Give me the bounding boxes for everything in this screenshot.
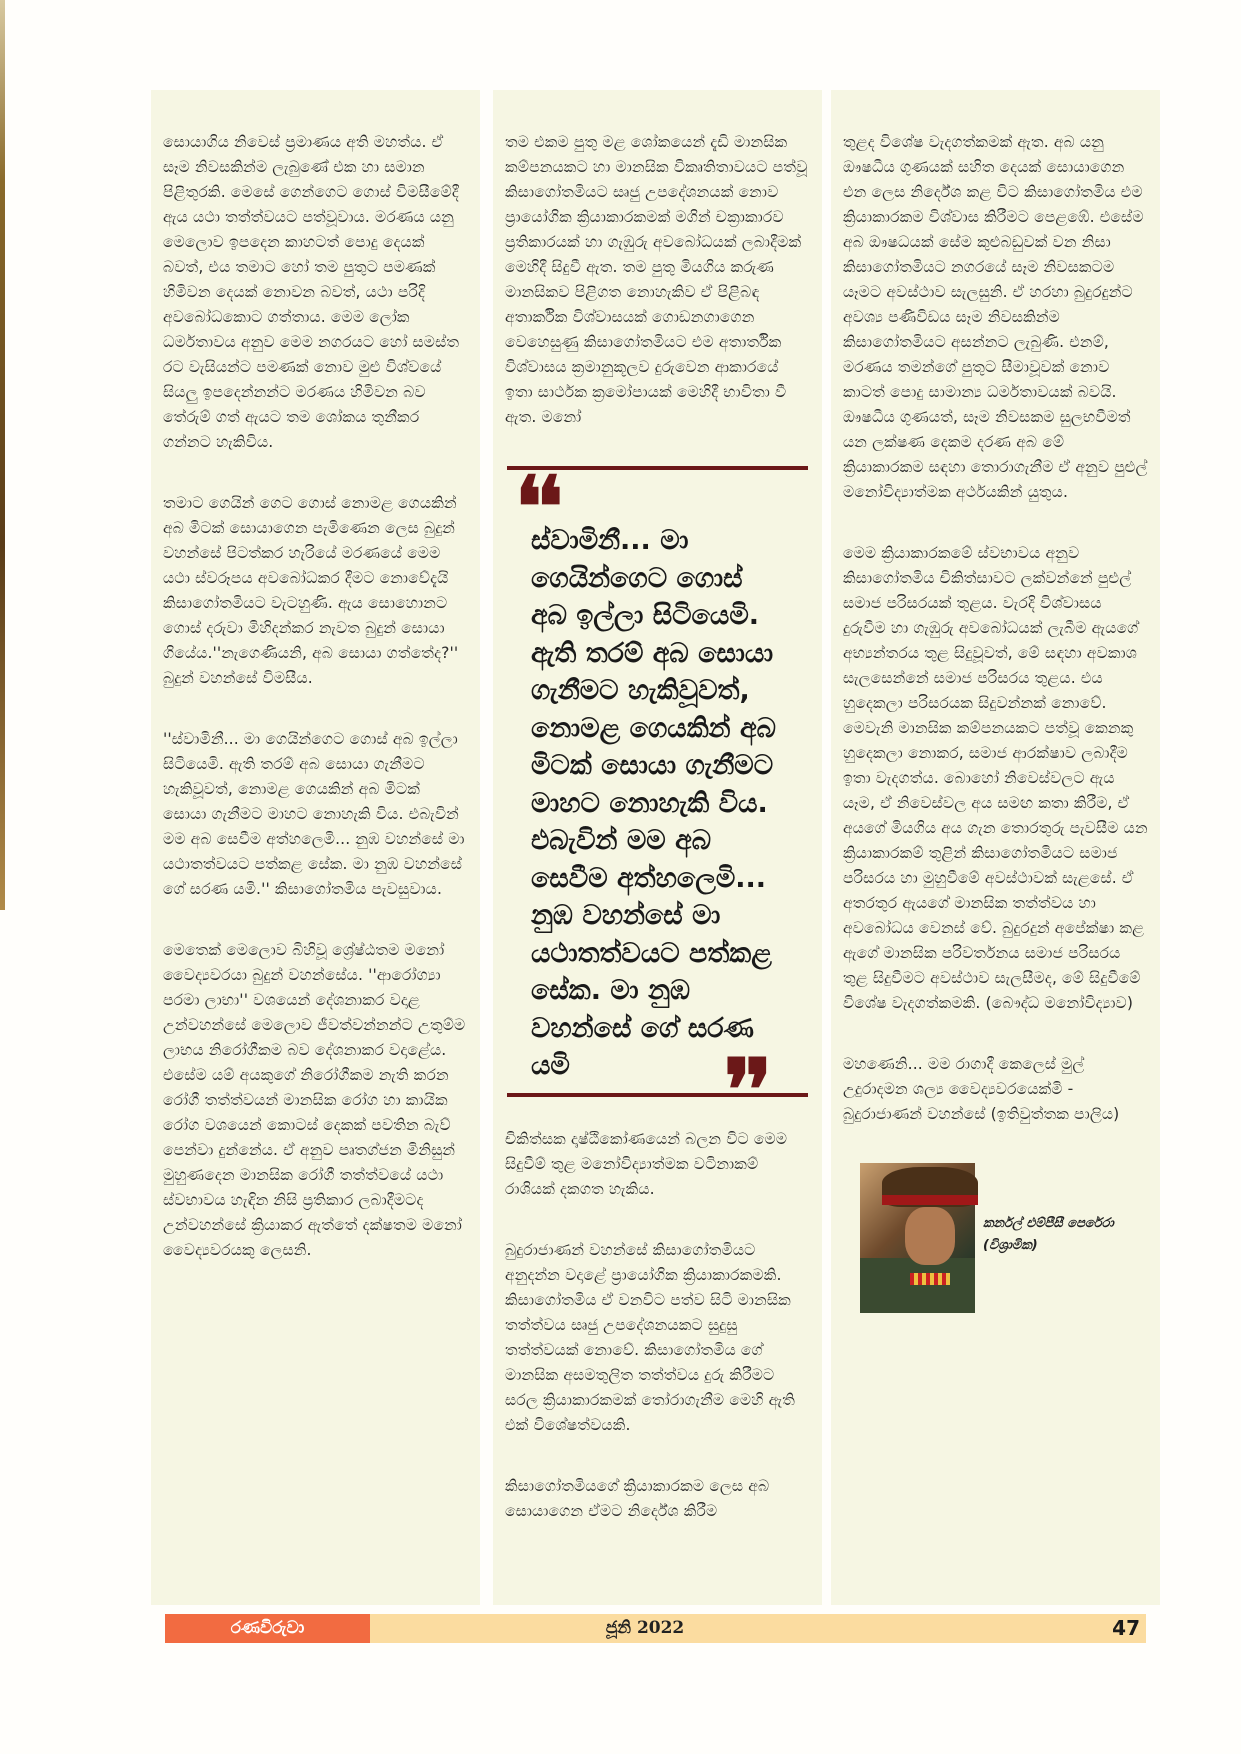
- paragraph: සොයාගිය නිවෙස් ප්‍රමාණය අති මහත්ය. ඒ සෑම නිවසකින්ම ලැබුණේ එක හා සමාන පිළිතුරකි. මෙසේ ගෙන්ගෙට ගොස් විමසීමේදී ඇය යථා තත්ත්වයට පත්වූවාය. මරණය යනු මෙලොව ඉපදෙන කාහටත් පොදු දෙයක් බවත්, එය තමාට හෝ තම පුතුට පමණක් හිමිවන දෙයක් නොවන බවත්, යථා පරිදි අවබෝධකොට ගත්තාය. මෙම ලෝක ධර්මතාවය අනුව මෙම නගරයට හෝ සමස්ත රට වැසියන්ට පමණක් නොව මුළු විශ්වයේ සියලු ඉපදෙන්නන්ට මරණය හිමිවන බව තේරුම් ගත් ඇයට තම ශෝකය තුනීකර ගන්නට හැකිවිය.: [163, 133, 460, 451]
- pull-quote-text: ස්වාමිනී... මා ගෙයින්ගෙට ගොස් අබ ඉල්ලා සිටියෙමි. ඇති තරම් අබ සොයා ගැනීමට හැකිවූවත්, නොමළ ගෙයකින් අබ මිටක් සොයා ගැනීමට මාහට නොහැකි විය. එබැවින් මම අබ සෙවීම අත්හලෙමි... නුඹ වහන්සේ මා යථාතත්වයට පත්කළ සේක. මා නුඹ වහන්සේ ගේ සරණ යමි: [531, 525, 776, 1081]
- paragraph: බුදුරාජාණන් වහන්සේ කිසාගෝතමියට අනුදන්න වදාළේ ප්‍රායෝගික ක්‍රියාකාරකමකි. කිසාගෝතමිය ඒ වනවිට පත්ව සිටි මානසික තත්ත්වය සෘජු උපදේශනයකට සුදුසු තත්ත්වයක් නොවේ. කිසාගෝතමිය ගේ මානසික අසමතුලිත තත්ත්වය දුරු කිරීමට සරල ක්‍රියාකාරකමක් තෝරාගැනීම මෙහි ඇති එක් විශේෂත්වයකි.: [505, 1240, 796, 1434]
- article-column-1: [151, 90, 480, 1605]
- paragraph: මෙම ක්‍රියාකාරකමේ ස්වභාවය අනුව කිසාගෝතමිය චිකිත්සාවට ලක්වන්නේ පුළුල් සමාජ පරිසරයක් තුළය. වැරදි විශ්වාසය දුරුවීම හා ගැඹුරු අවබෝධයක් ලැබීම ඇයගේ අභ්‍යන්තරය තුළ සිදුවූවත්, මේ සඳහා අවකාශ සැලසෙන්නේ සමාජ පරිසරය තුළය. එය හුදෙකලා පරිසරයක සිදුවන්නක් නොවේ. මෙවැනි මානසික කම්පනයකට පත්වූ කෙනකු හුදෙකලා නොකර, සමාජ ආරක්ෂාව ලබාදීම ඉතා වැදගත්ය. බොහෝ නිවෙස්වලට ඇය යෑම, ඒ නිවෙස්වල අය සමඟ කතා කිරීම, ඒ අයගේ මියගිය අය ගැන තොරතුරු පැවසීම යන ක්‍රියාකාරකම් තුළින් කිසාගෝතමියට සමාජ පරිසරය හා මුහුවීමේ අවස්ථාවක් සැළසේ. ඒ අතරතුර ඇයගේ මානසික තත්ත්වය හා අවබෝධය වෙනස් වේ. බුදුරදුන් අපේක්ෂා කළ ඇගේ මානසික පරිවර්තනය සමාජ පරිසරය තුළ සිදුවීමට අවස්ථාව සැලසීමද, මේ සිදුවීමේ විශේෂ වැදගත්කමකි. (බෞද්ධ මනෝවිද්‍යාව): [843, 544, 1148, 1012]
- issue-date: ජූනි 2022: [605, 1618, 685, 1638]
- closing-quote-paragraph: මහණෙනි... මම රාගාදී කෙලෙස් මුල් උදුරාදමන ශල්‍ය වෛද්‍යවරයෙක්මි - බුදුරාජාණන් වහන්සේ (ඉතිවුත්තක පාලිය): [843, 1055, 1120, 1123]
- open-quote-icon: ❛❛: [515, 457, 558, 556]
- paragraph: චිකිත්සක දෘෂ්ඨිකෝණයෙන් බලන විට මෙම සිදුවීම් තුළ මනෝවිද්‍යාත්මක වටිනාකම් රාශියක් දකගත හැකිය.: [505, 1129, 788, 1198]
- author-name: කර්නල් එම්පීසී පෙරේරා: [983, 1216, 1114, 1231]
- article-column-2: [493, 90, 822, 1605]
- paragraph: තුළද විශේෂ වැදගත්කමක් ඇත. අබ යනු ඖෂධීය ගුණයක් සහිත දෙයක් සොයාගෙන එන ලෙස නිර්දේශ කළ විට කිසාගෝතමිය එම ක්‍රියාකාරකම විශ්වාස කිරීමට පෙළඹේ. එසේම අබ ඖෂධයක් සේම කුළුබඩුවක් වන නිසා කිසාගෝතමියට නගරයේ සෑම නිවසකටම යෑමට අවස්ථාව සැලසුනි. ඒ හරහා බුදුරදුන්ට අවශ්‍ය පණිවිඩය සෑම නිවසකින්ම කිසාගෝතමියට අසන්නට ලැබුණි. එනම්, මරණය තමන්ගේ පුතුට සීමාවූවක් නොව කාටත් පොදු සාමාන්‍ය ධර්මතාවයක් බවයි. ඖෂධීය ගුණයත්, සෑම නිවසකම සුලභවීමත් යන ලක්ෂණ දෙකම දරණ අබ මේ ක්‍රියාකාරකම සඳහා තොරාගැනීම ඒ අනුව පුළුල් මනෝවිද්‍යාත්මක අර්ථයකින් යුතුය.: [843, 133, 1148, 501]
- pull-quote: [507, 457, 808, 1139]
- author-title: (විශ්‍රාමික): [983, 1238, 1038, 1253]
- magazine-name: රණවිරුවා: [165, 1614, 370, 1643]
- page-edge-strip: [0, 0, 5, 910]
- page-number: 47: [1112, 1616, 1140, 1640]
- author-photo: [860, 1163, 975, 1313]
- article-column-3: [831, 90, 1160, 1605]
- paragraph: මෙතෙක් මෙලොව බිහිවූ ශ්‍රේෂ්ඨතම මනෝ වෛද්‍යවරයා බුදුන් වහන්සේය. ''ආරෝග්‍යා පරමා ලාභා'' වශයෙන් දේශනාකර වදාළ උන්වහන්සේ මෙලොව ජීවත්වන්නන්ට උතුම්ම ලාභය නිරෝගීකම බව දේශනාකර වදාළේය. එසේම යම් අයකුගේ නිරෝගීකම නැති කරන රෝගී තත්ත්වයන් මානසික රෝග හා කායික රෝග වශයෙන් කොටස් දෙකක් පවතින බැව් පෙන්වා දුන්නේය. ඒ අනුව පෘතග්ජන මිනිසුන් මුහුණදෙන මානසික රෝගී තත්ත්වයේ යථා ස්වභාවය හැඳින නිසි ප්‍රතිකාර ලබාදීමටද උන්වහන්සේ ක්‍රියාකර ඇත්තේ දක්ෂතම මනෝ වෛද්‍යවරයකු ලෙසනි.: [163, 941, 466, 1259]
- paragraph: තමාට ගෙයින් ගෙට ගොස් නොමළ ගෙයකින් අබ මිටක් සොයාගෙන පැමිණෙන ලෙස බුදුන් වහන්සේ පිටත්කර හැරියේ මරණයේ මෙම යථා ස්වරූපය අවබෝධකර දීමට නොවේදැයි කිසාගෝතමියට වැටහුණි. ඇය සොහොනට ගොස් දරුවා මිහිදන්කර නැවත බුදුන් සොයා ගියේය.''නැගෙණියනි, අබ සොයා ගත්තේද?'' බුදුන් වහන්සේ විමසීය.: [163, 494, 459, 687]
- author-caption: [983, 1213, 1160, 1257]
- paragraph: තම එකම පුතු මළ ශෝකයෙන් දැඩි මානසික කම්පනයකට හා මානසික විකෘතිතාවයට පත්වූ කිසාගෝතමියට සෘජු උපදේශනයක් නොව ප්‍රායෝගික ක්‍රියාකාරකමක් මගින් චක්‍රාකාරව ප්‍රතිකාරයක් හා ගැඹුරු අවබෝධයක් ලබාදීමක් මෙහිදී සිදුවී ඇත. තම පුතු මියගිය කරුණ මානසිකව පිළිගත නොහැකිව ඒ පිළිබඳ අතාර්කික විශ්වාසයක් ගොඩනගාගෙන වෙහෙසුණු කිසාගෝතමියට එම අතාර්තික විශ්වාසය ක්‍රමානුකූලව දුරුවෙන ආකාරයේ ඉතා සාර්ථක ක්‍රමෝපායක් මෙහිදී භාවිතා වී ඇත. මනෝ: [505, 133, 808, 426]
- author-profile: [843, 1163, 1148, 1288]
- paragraph: ''ස්වාමිනී... මා ගෙයින්ගෙට ගොස් අබ ඉල්ලා සිටියෙමි. ඇති තරම් අබ සොයා ගැනීමට හැකිවූවත්, නොමළ ගෙයකින් අබ මිටක් සොයා ගැනීමට මාහට නොහැකි විය. එබැවින් මම අබ සෙවීම අත්හලෙමි... නුඹ වහන්සේ මා යථාතත්වයට පත්කළ සේක. මා නුඹ වහන්සේ ගේ සරණ යමි.'' කිසාගෝතමිය පැවසුවාය.: [163, 730, 465, 898]
- close-quote-icon: ❜❜: [723, 1039, 766, 1139]
- paragraph: කිසාගෝතමියගේ ක්‍රියාකාරකම ලෙස අබ සොයාගෙන ඒමට නිර්දේශ කිරීම: [505, 1476, 770, 1520]
